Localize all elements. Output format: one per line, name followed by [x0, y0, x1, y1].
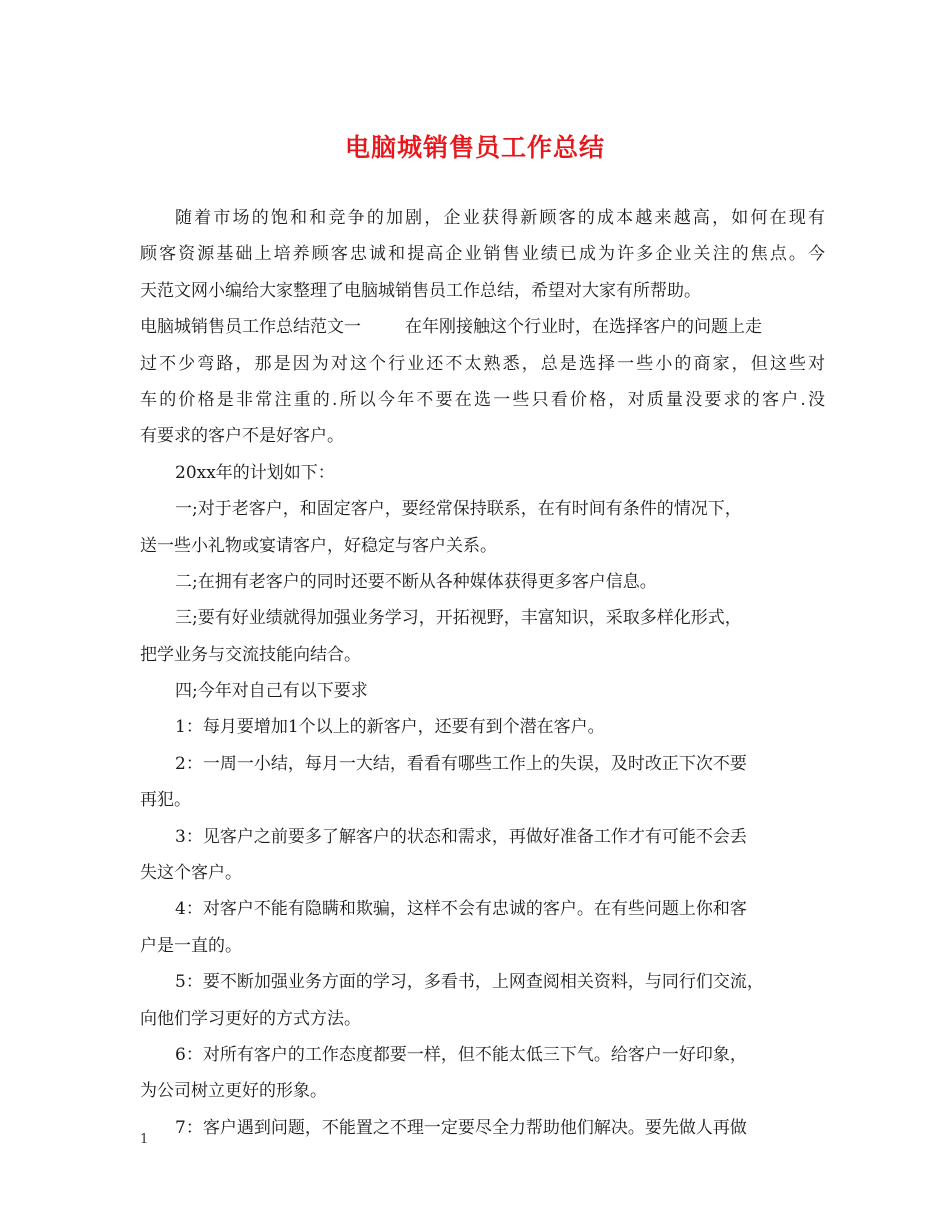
- plan-item-1-line-1: 一;对于老客户，和固定客户，要经常保持联系，在有时间有条件的情况下，: [175, 499, 742, 520]
- section-heading: 电脑城销售员工作总结范文一: [140, 317, 361, 338]
- plan-item-3-line-2: 把学业务与交流技能向结合。: [140, 644, 361, 665]
- requirement-4-line-2: 户是一直的。: [140, 935, 242, 956]
- intro-line-1: 随着市场的饱和和竞争的加剧，企业获得新顾客的成本越来越高，如何在现有: [175, 208, 825, 228]
- section-text-line-4: 有要求的客户不是好客户。: [140, 426, 344, 447]
- requirement-6-line-1: 6：对所有客户的工作态度都要一样，但不能太低三下气。给客户一好印象，: [175, 1044, 747, 1065]
- plan-item-1-line-2: 送一些小礼物或宴请客户，好稳定与客户关系。: [140, 535, 497, 556]
- page-number: 1: [140, 1132, 149, 1147]
- document-title: 电脑城销售员工作总结: [344, 133, 605, 162]
- requirement-5-line-2: 向他们学习更好的方式方法。: [140, 1008, 361, 1029]
- requirement-3-line-1: 3：见客户之前要多了解客户的状态和需求，再做好准备工作才有可能不会丢: [175, 826, 747, 847]
- section-text-line-3: 车的价格是非常注重的.所以今年不要在选一些只看价格，对质量没要求的客户.没: [140, 389, 825, 410]
- requirement-2-line-2: 再犯。: [140, 790, 191, 811]
- intro-line-2: 顾客资源基础上培养顾客忠诚和提高企业销售业绩已成为许多企业关注的焦点。今: [140, 244, 825, 265]
- requirement-2-line-1: 2：一周一小结，每月一大结，看看有哪些工作上的失误，及时改正下次不要: [175, 753, 747, 774]
- plan-item-4: 四;今年对自己有以下要求: [175, 681, 368, 702]
- requirement-5-line-1: 5：要不断加强业务方面的学习，多看书，上网查阅相关资料，与同行们交流，: [175, 972, 764, 993]
- requirement-6-line-2: 为公司树立更好的形象。: [140, 1081, 327, 1102]
- plan-heading: 20xx年的计划如下：: [175, 462, 335, 483]
- section-first-line: [140, 309, 825, 345]
- plan-item-2: 二;在拥有老客户的同时还要不断从各种媒体获得更多客户信息。: [175, 571, 657, 592]
- intro-line-3: 天范文网小编给大家整理了电脑城销售员工作总结，希望对大家有所帮助。: [140, 280, 701, 301]
- requirement-4-line-1: 4：对客户不能有隐瞒和欺骗，这样不会有忠诚的客户。在有些问题上你和客: [175, 899, 747, 920]
- section-text-line-1: 在年刚接触这个行业时，在选择客户的问题上走: [405, 317, 762, 338]
- plan-item-3-line-1: 三;要有好业绩就得加强业务学习，开拓视野，丰富知识，采取多样化形式，: [175, 608, 742, 629]
- requirement-7-line-1: 7：客户遇到问题，不能置之不理一定要尽全力帮助他们解决。要先做人再做: [175, 1117, 747, 1138]
- requirement-1: 1：每月要增加1个以上的新客户，还要有到个潜在客户。: [175, 717, 605, 738]
- section-text-line-2: 过不少弯路，那是因为对这个行业还不太熟悉，总是选择一些小的商家，但这些对: [140, 353, 825, 374]
- document-body: [140, 200, 825, 1146]
- requirement-3-line-2: 失这个客户。: [140, 863, 242, 884]
